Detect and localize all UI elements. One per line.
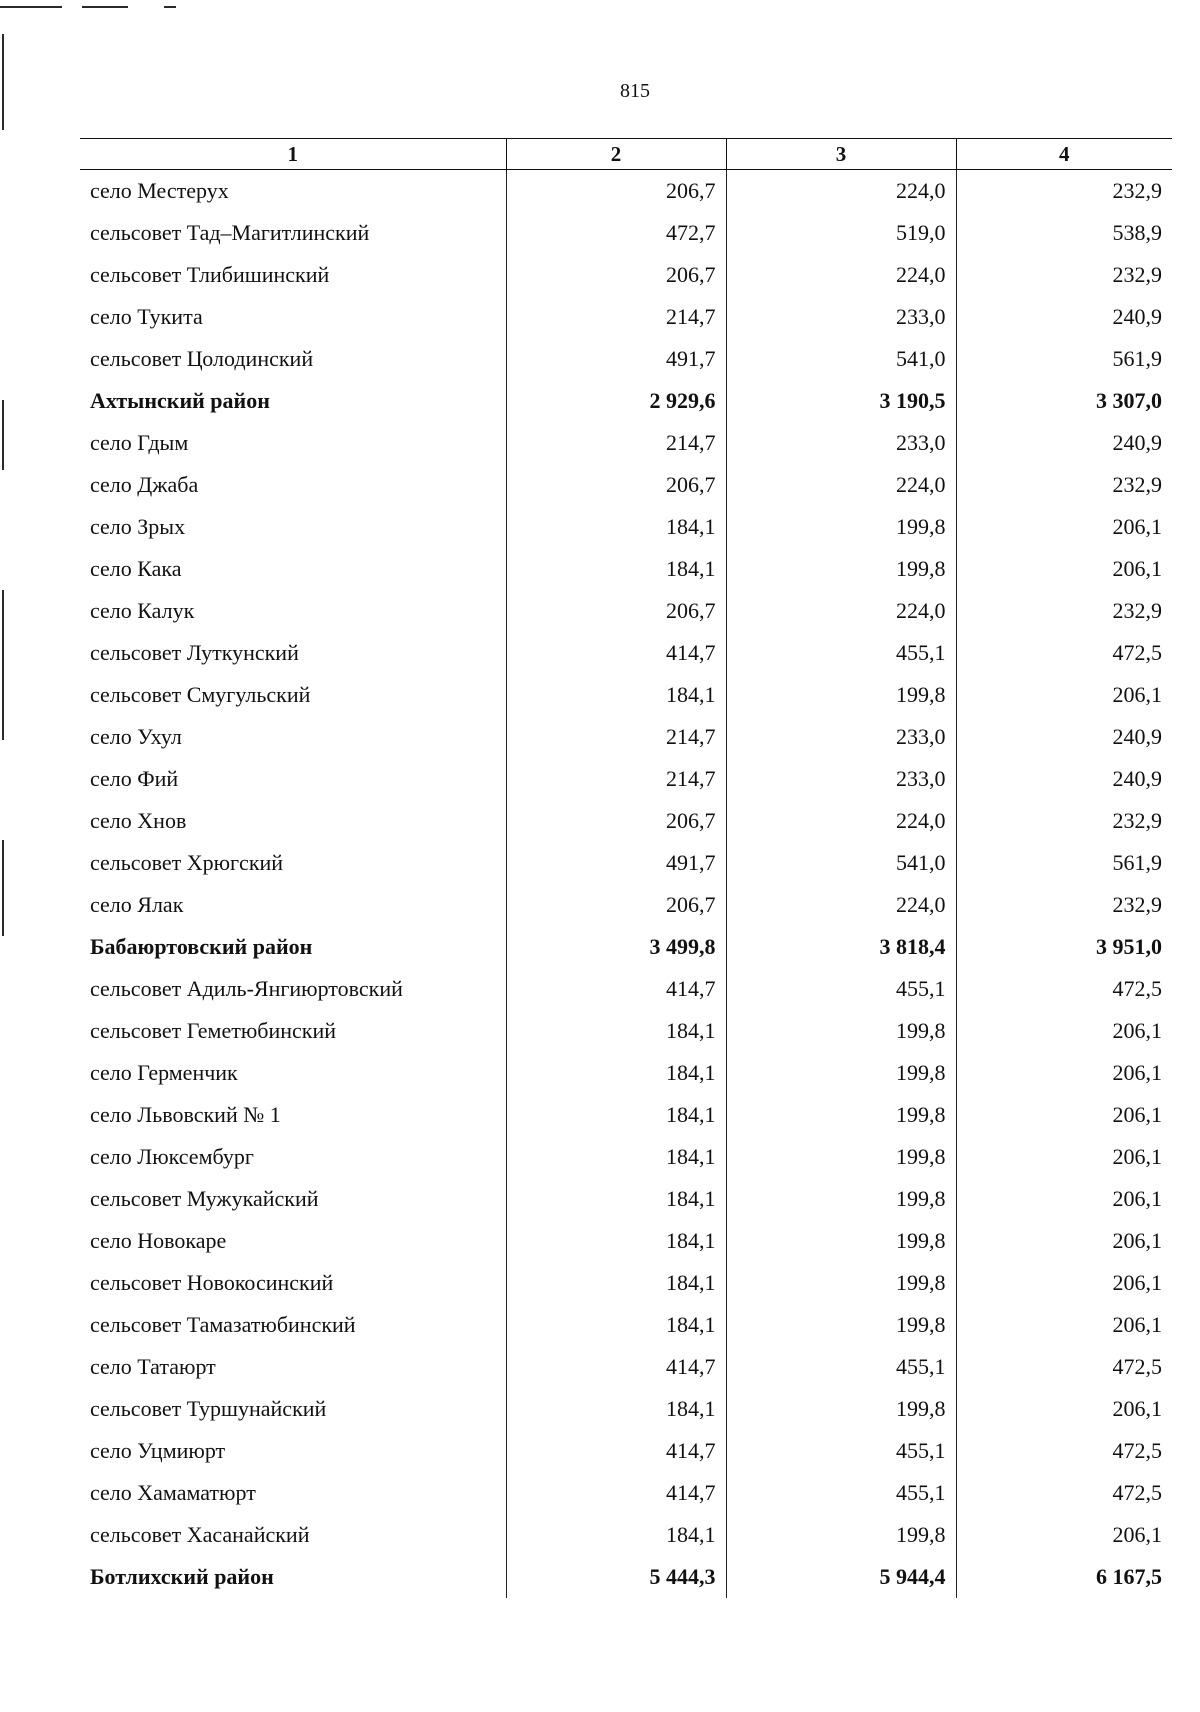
value-cell-col3: 199,8 <box>726 1514 956 1556</box>
value-cell-col4: 206,1 <box>956 548 1172 590</box>
data-table-container <box>80 138 1172 1598</box>
column-header: 2 <box>506 139 726 170</box>
row-name-cell: село Фий <box>90 766 179 791</box>
value-cell-col2: 5 444,3 <box>506 1556 726 1598</box>
column-header: 1 <box>80 139 506 170</box>
value-cell-col2: 184,1 <box>506 548 726 590</box>
value-cell-col4: 3 951,0 <box>956 926 1172 968</box>
value-cell-col2: 214,7 <box>506 758 726 800</box>
row-name-cell: сельсовет Мужукайский <box>90 1186 319 1211</box>
row-name-cell: село Татаюрт <box>90 1354 216 1379</box>
table-row <box>80 758 1172 800</box>
scan-artifact-line <box>2 840 4 936</box>
value-cell-col4: 6 167,5 <box>956 1556 1172 1598</box>
row-name-cell: село Герменчик <box>90 1060 238 1085</box>
value-cell-col2: 206,7 <box>506 170 726 213</box>
value-cell-col4: 232,9 <box>956 800 1172 842</box>
table-row <box>80 1304 1172 1346</box>
table-row <box>80 1052 1172 1094</box>
row-name-cell: сельсовет Тлибишинский <box>90 262 330 287</box>
value-cell-col3: 519,0 <box>726 212 956 254</box>
value-cell-col3: 233,0 <box>726 716 956 758</box>
value-cell-col3: 224,0 <box>726 590 956 632</box>
row-name-cell: сельсовет Хасанайский <box>90 1522 310 1547</box>
value-cell-col3: 199,8 <box>726 1388 956 1430</box>
value-cell-col2: 184,1 <box>506 1010 726 1052</box>
value-cell-col2: 414,7 <box>506 1472 726 1514</box>
value-cell-col4: 561,9 <box>956 842 1172 884</box>
row-name-cell: сельсовет Смугульский <box>90 682 311 707</box>
row-name-cell: сельсовет Цолодинский <box>90 346 314 371</box>
row-name-cell: село Люксембург <box>90 1144 254 1169</box>
table-row <box>80 296 1172 338</box>
value-cell-col3: 199,8 <box>726 548 956 590</box>
value-cell-col4: 240,9 <box>956 758 1172 800</box>
value-cell-col2: 206,7 <box>506 884 726 926</box>
value-cell-col3: 233,0 <box>726 296 956 338</box>
value-cell-col4: 472,5 <box>956 968 1172 1010</box>
table-row <box>80 842 1172 884</box>
data-table <box>80 138 1172 1598</box>
value-cell-col2: 184,1 <box>506 1178 726 1220</box>
value-cell-col3: 455,1 <box>726 1430 956 1472</box>
row-name-cell: село Хнов <box>90 808 187 833</box>
row-name-cell: Ахтынский район <box>90 388 270 413</box>
value-cell-col3: 199,8 <box>726 674 956 716</box>
row-name-cell: село Ухул <box>90 724 182 749</box>
table-row <box>80 338 1172 380</box>
column-header: 3 <box>726 139 956 170</box>
value-cell-col3: 541,0 <box>726 338 956 380</box>
value-cell-col4: 472,5 <box>956 1346 1172 1388</box>
value-cell-col3: 224,0 <box>726 170 956 213</box>
row-name-cell: сельсовет Новокосинский <box>90 1270 334 1295</box>
table-row <box>80 170 1172 213</box>
district-total-row <box>80 1556 1172 1598</box>
value-cell-col4: 206,1 <box>956 1010 1172 1052</box>
value-cell-col3: 199,8 <box>726 1262 956 1304</box>
table-row <box>80 1094 1172 1136</box>
value-cell-col4: 206,1 <box>956 1052 1172 1094</box>
row-name-cell: сельсовет Тамазатюбинский <box>90 1312 356 1337</box>
value-cell-col2: 414,7 <box>506 968 726 1010</box>
value-cell-col4: 206,1 <box>956 1136 1172 1178</box>
scan-artifact-line <box>0 6 62 8</box>
value-cell-col3: 3 190,5 <box>726 380 956 422</box>
value-cell-col2: 414,7 <box>506 632 726 674</box>
value-cell-col2: 206,7 <box>506 590 726 632</box>
value-cell-col4: 232,9 <box>956 254 1172 296</box>
value-cell-col4: 232,9 <box>956 170 1172 213</box>
value-cell-col4: 232,9 <box>956 884 1172 926</box>
value-cell-col3: 199,8 <box>726 1304 956 1346</box>
value-cell-col4: 206,1 <box>956 1094 1172 1136</box>
value-cell-col2: 214,7 <box>506 422 726 464</box>
value-cell-col2: 184,1 <box>506 1220 726 1262</box>
value-cell-col3: 199,8 <box>726 1178 956 1220</box>
value-cell-col2: 491,7 <box>506 338 726 380</box>
table-row <box>80 1472 1172 1514</box>
district-total-row <box>80 380 1172 422</box>
value-cell-col2: 184,1 <box>506 674 726 716</box>
value-cell-col2: 184,1 <box>506 506 726 548</box>
table-row <box>80 632 1172 674</box>
value-cell-col3: 455,1 <box>726 1346 956 1388</box>
column-header: 4 <box>956 139 1172 170</box>
row-name-cell: село Кака <box>90 556 182 581</box>
value-cell-col3: 455,1 <box>726 968 956 1010</box>
value-cell-col2: 184,1 <box>506 1052 726 1094</box>
row-name-cell: сельсовет Тад–Магитлинский <box>90 220 370 245</box>
value-cell-col3: 199,8 <box>726 1136 956 1178</box>
value-cell-col2: 491,7 <box>506 842 726 884</box>
row-name-cell: село Зрых <box>90 514 186 539</box>
scan-artifact-line <box>82 6 128 8</box>
value-cell-col4: 206,1 <box>956 1304 1172 1346</box>
table-row <box>80 212 1172 254</box>
value-cell-col2: 206,7 <box>506 800 726 842</box>
row-name-cell: село Тукита <box>90 304 203 329</box>
value-cell-col2: 3 499,8 <box>506 926 726 968</box>
row-name-cell: село Ялак <box>90 892 184 917</box>
value-cell-col4: 472,5 <box>956 1472 1172 1514</box>
row-name-cell: село Местерух <box>90 178 229 203</box>
table-row <box>80 1514 1172 1556</box>
row-name-cell: Ботлихский район <box>90 1564 274 1589</box>
value-cell-col2: 414,7 <box>506 1346 726 1388</box>
table-row <box>80 1136 1172 1178</box>
value-cell-col2: 184,1 <box>506 1136 726 1178</box>
row-name-cell: сельсовет Адиль-Янгиюртовский <box>90 976 403 1001</box>
table-row <box>80 548 1172 590</box>
table-row <box>80 800 1172 842</box>
table-row <box>80 590 1172 632</box>
value-cell-col3: 224,0 <box>726 884 956 926</box>
district-total-row <box>80 926 1172 968</box>
value-cell-col4: 3 307,0 <box>956 380 1172 422</box>
value-cell-col4: 232,9 <box>956 590 1172 632</box>
value-cell-col2: 206,7 <box>506 254 726 296</box>
table-row <box>80 1178 1172 1220</box>
row-name-cell: село Джаба <box>90 472 199 497</box>
value-cell-col3: 455,1 <box>726 632 956 674</box>
value-cell-col3: 199,8 <box>726 1220 956 1262</box>
value-cell-col4: 206,1 <box>956 1388 1172 1430</box>
row-name-cell: село Калук <box>90 598 195 623</box>
value-cell-col4: 206,1 <box>956 1514 1172 1556</box>
value-cell-col4: 240,9 <box>956 422 1172 464</box>
value-cell-col4: 538,9 <box>956 212 1172 254</box>
row-name-cell: село Уцмиюрт <box>90 1438 226 1463</box>
value-cell-col4: 206,1 <box>956 506 1172 548</box>
value-cell-col3: 3 818,4 <box>726 926 956 968</box>
row-name-cell: Бабаюртовский район <box>90 934 313 959</box>
row-name-cell: сельсовет Луткунский <box>90 640 299 665</box>
value-cell-col4: 240,9 <box>956 296 1172 338</box>
value-cell-col2: 184,1 <box>506 1262 726 1304</box>
row-name-cell: село Гдым <box>90 430 189 455</box>
value-cell-col3: 199,8 <box>726 1010 956 1052</box>
value-cell-col4: 206,1 <box>956 1220 1172 1262</box>
value-cell-col4: 206,1 <box>956 1262 1172 1304</box>
table-row <box>80 1262 1172 1304</box>
table-row <box>80 464 1172 506</box>
table-row <box>80 506 1172 548</box>
value-cell-col3: 199,8 <box>726 1094 956 1136</box>
row-name-cell: село Львовский № 1 <box>90 1102 281 1127</box>
value-cell-col3: 5 944,4 <box>726 1556 956 1598</box>
value-cell-col4: 232,9 <box>956 464 1172 506</box>
value-cell-col3: 455,1 <box>726 1472 956 1514</box>
table-row <box>80 968 1172 1010</box>
table-row <box>80 1220 1172 1262</box>
value-cell-col2: 214,7 <box>506 716 726 758</box>
value-cell-col2: 2 929,6 <box>506 380 726 422</box>
value-cell-col2: 414,7 <box>506 1430 726 1472</box>
table-row <box>80 716 1172 758</box>
value-cell-col3: 233,0 <box>726 758 956 800</box>
row-name-cell: сельсовет Туршунайский <box>90 1396 327 1421</box>
row-name-cell: сельсовет Геметюбинский <box>90 1018 336 1043</box>
row-name-cell: село Хамаматюрт <box>90 1480 256 1505</box>
row-name-cell: село Новокаре <box>90 1228 227 1253</box>
value-cell-col4: 561,9 <box>956 338 1172 380</box>
table-row <box>80 1388 1172 1430</box>
value-cell-col4: 240,9 <box>956 716 1172 758</box>
value-cell-col3: 199,8 <box>726 1052 956 1094</box>
value-cell-col2: 206,7 <box>506 464 726 506</box>
value-cell-col3: 224,0 <box>726 464 956 506</box>
value-cell-col2: 184,1 <box>506 1304 726 1346</box>
value-cell-col2: 184,1 <box>506 1388 726 1430</box>
value-cell-col2: 184,1 <box>506 1514 726 1556</box>
value-cell-col2: 214,7 <box>506 296 726 338</box>
value-cell-col4: 206,1 <box>956 1178 1172 1220</box>
value-cell-col4: 472,5 <box>956 632 1172 674</box>
value-cell-col3: 199,8 <box>726 506 956 548</box>
value-cell-col2: 472,7 <box>506 212 726 254</box>
table-row <box>80 1430 1172 1472</box>
page-number: 815 <box>620 80 650 102</box>
value-cell-col4: 206,1 <box>956 674 1172 716</box>
value-cell-col2: 184,1 <box>506 1094 726 1136</box>
table-row <box>80 1346 1172 1388</box>
value-cell-col3: 224,0 <box>726 800 956 842</box>
value-cell-col3: 541,0 <box>726 842 956 884</box>
table-row <box>80 1010 1172 1052</box>
scan-artifact-line <box>2 400 4 470</box>
table-row <box>80 674 1172 716</box>
table-row <box>80 422 1172 464</box>
table-row <box>80 884 1172 926</box>
scan-artifact-line <box>164 6 176 8</box>
table-body <box>80 170 1172 1599</box>
value-cell-col3: 224,0 <box>726 254 956 296</box>
scan-artifact-line <box>2 590 4 740</box>
value-cell-col3: 233,0 <box>726 422 956 464</box>
value-cell-col4: 472,5 <box>956 1430 1172 1472</box>
row-name-cell: сельсовет Хрюгский <box>90 850 284 875</box>
table-row <box>80 254 1172 296</box>
table-header-row <box>80 139 1172 170</box>
